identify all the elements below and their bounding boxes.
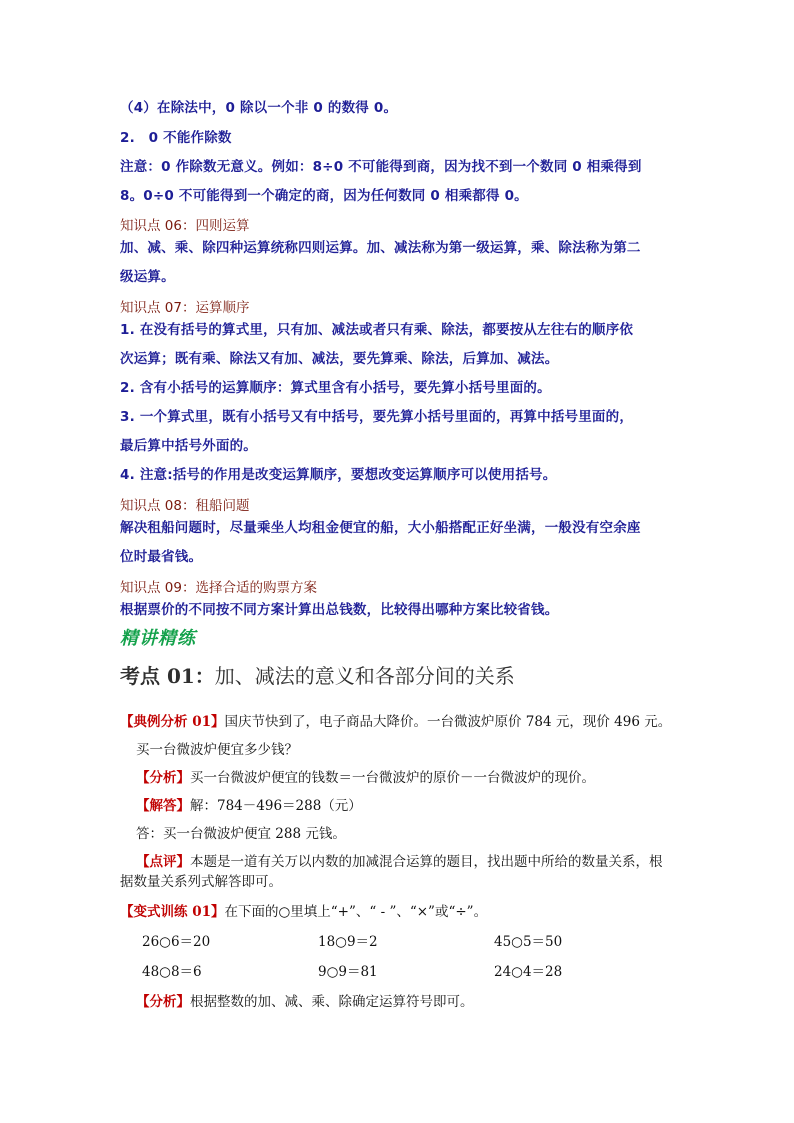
example-tag: 【典例分析 01】 [120,714,225,730]
practice-item: 26○6＝20 [142,934,211,950]
kp06-title: 知识点 06：四则运算 [120,218,250,234]
example-question-line-1 [120,710,671,730]
practice-item: 24○4＝28 [494,964,563,980]
example-question-2: 买一台微波炉便宜多少钱？ [136,742,298,758]
kp07-line-2: 次运算；既有乘、除法又有加、减法，要先算乘、除法，后算加、减法。 [120,351,559,367]
kaodian-text: 加、减法的意义和各部分间的关系 [214,664,515,688]
rule-line-4: 8。0÷0 不可能得到一个确定的商，因为任何数同 0 相乘都得 0。 [120,188,528,204]
example-comment-2: 据数量关系列式解答即可。 [120,874,282,890]
practice-analysis-line [136,990,474,1010]
kaodian-heading [120,660,515,689]
rule-line-1: （4）在除法中，0 除以一个非 0 的数得 0。 [120,100,398,116]
example-analysis-line [136,766,595,786]
practice-item: 18○9＝2 [318,934,378,950]
kp07-line-1: 1. 在没有括号的算式里，只有加、减法或者只有乘、除法，都要按从左往右的顺序依 [120,322,634,338]
analysis-tag: 【分析】 [136,770,190,786]
comment-tag: 【点评】 [136,854,190,870]
practice-analysis-tag: 【分析】 [136,994,190,1010]
practice-analysis: 根据整数的加、减、乘、除确定运算符号即可。 [190,994,474,1010]
example-analysis: 买一台微波炉便宜的钱数＝一台微波炉的原价－一台微波炉的现价。 [190,770,595,786]
practice-tag: 【变式训练 01】 [120,904,225,920]
practice-question-line [120,900,487,920]
rule-line-3: 注意：0 作除数无意义。例如：8÷0 不可能得到商，因为找不到一个数同 0 相乘得到 [120,159,642,175]
practice-question: 在下面的○里填上“+”、“ - ”、“×”或“÷”。 [224,904,488,920]
kp08-line-2: 位时最省钱。 [120,549,203,565]
kp06-line-1: 加、减、乘、除四种运算统称四则运算。加、减法称为第一级运算，乘、除法称为第二 [120,240,641,256]
example-question-1: 国庆节快到了，电子商品大降价。一台微波炉原价 784 元，现价 496 元。 [224,714,672,730]
kp08-line-1: 解决租船问题时，尽量乘坐人均租金便宜的船，大小船搭配正好坐满，一般没有空余座 [120,520,641,536]
kp07-line-3: 2. 含有小括号的运算顺序：算式里含有小括号，要先算小括号里面的。 [120,380,551,396]
example-comment-1: 本题是一道有关万以内数的加减混合运算的题目，找出题中所给的数量关系，根 [190,854,663,870]
example-comment-line-1 [136,850,663,870]
kaodian-prefix: 考点 01： [120,664,215,688]
kp07-line-4: 3. 一个算式里，既有小括号又有中括号，要先算小括号里面的，再算中括号里面的， [120,409,634,425]
example-answer-line [136,794,362,814]
practice-item: 45○5＝50 [494,934,563,950]
section-heading: 精讲精练 [120,628,196,649]
answer-tag: 【解答】 [136,798,190,814]
example-reply: 答：买一台微波炉便宜 288 元钱。 [136,826,346,842]
example-answer: 解：784－496＝288（元） [190,798,362,814]
kp09-title: 知识点 09：选择合适的购票方案 [120,580,317,596]
kp06-line-2: 级运算。 [120,269,175,285]
practice-item: 9○9＝81 [318,964,378,980]
practice-item: 48○8＝6 [142,964,202,980]
kp07-line-6: 4. 注意:括号的作用是改变运算顺序，要想改变运算顺序可以使用括号。 [120,467,557,483]
rule-line-2: 2. 0 不能作除数 [120,130,232,146]
kp08-title: 知识点 08：租船问题 [120,498,250,514]
kp07-title: 知识点 07：运算顺序 [120,300,250,316]
kp09-line-1: 根据票价的不同按不同方案计算出总钱数，比较得出哪种方案比较省钱。 [120,602,559,618]
kp07-line-5: 最后算中括号外面的。 [120,438,257,454]
